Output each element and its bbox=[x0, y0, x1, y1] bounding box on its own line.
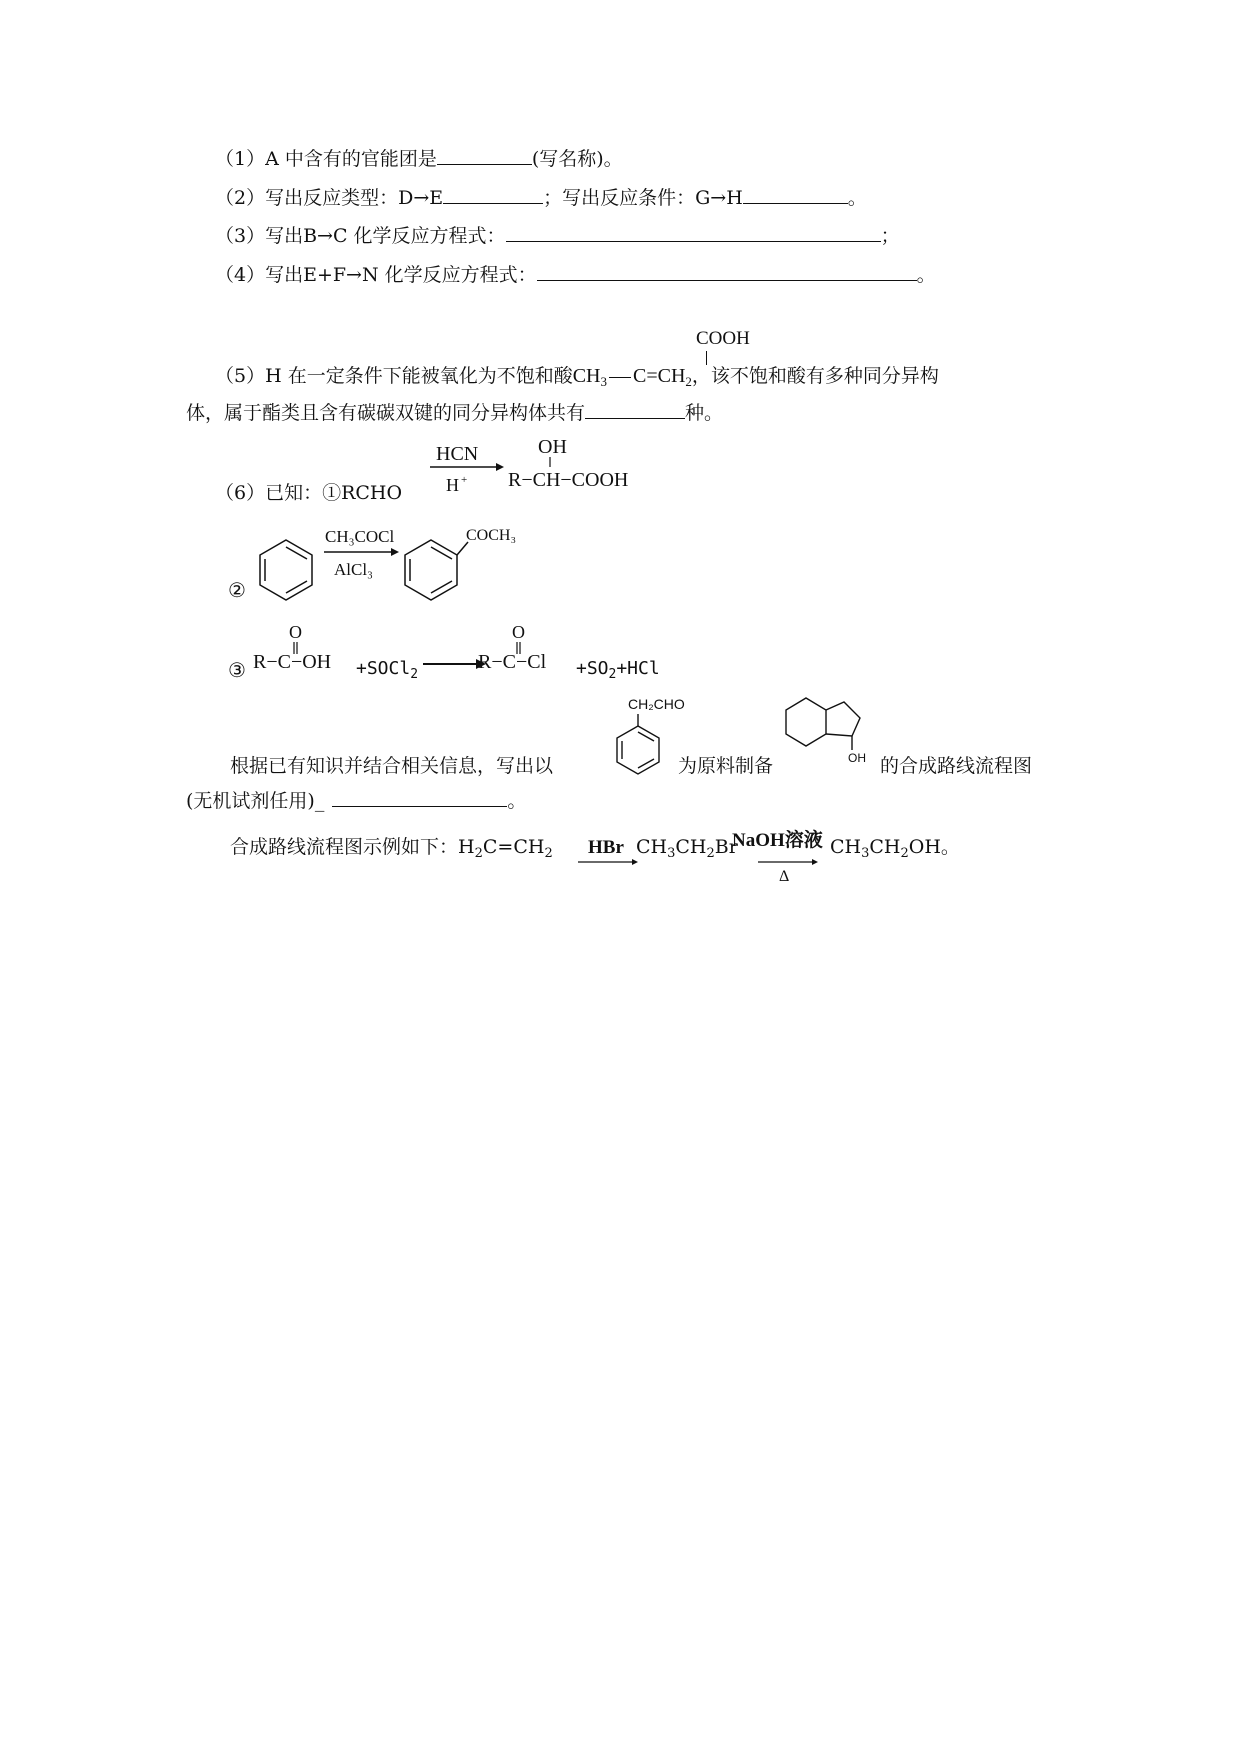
question-5-line-2 bbox=[186, 400, 723, 423]
q2-suffix: 。 bbox=[847, 187, 867, 209]
r2-product-sub: COCH₃ bbox=[466, 527, 517, 544]
q5-line2-prefix: 体，属于酯类且含有碳碳双键的同分异构体共有 bbox=[186, 402, 586, 424]
q5-line1-prefix: （5）H 在一定条件下能被氧化为不饱和酸 bbox=[215, 365, 573, 387]
q1-prefix: （1）A 中含有的官能团是 bbox=[215, 148, 437, 170]
q6-reaction-2-scheme bbox=[228, 518, 548, 610]
q2-answer-blank-1[interactable] bbox=[443, 185, 543, 204]
question-1 bbox=[215, 146, 623, 169]
r3-marker: ③ bbox=[228, 658, 246, 682]
ex-reagent-2-bottom: Δ bbox=[779, 868, 790, 884]
q6-task-line-1 bbox=[230, 757, 553, 776]
q5-answer-blank[interactable] bbox=[585, 400, 685, 419]
q4-prefix: （4）写出E+F→N 化学反应方程式： bbox=[215, 264, 537, 286]
r1-product: R−CH−COOH bbox=[508, 469, 629, 491]
q2-middle: ；写出反应条件：G→H bbox=[543, 187, 743, 209]
question-2 bbox=[215, 185, 867, 208]
target-bicyclic-alcohol-structure bbox=[776, 688, 886, 778]
q5-line1-suffix: ，该不饱和酸有多种同分异构 bbox=[691, 365, 939, 387]
question-4 bbox=[215, 262, 936, 285]
r1-reagent-bottom: H bbox=[446, 475, 459, 495]
target-oh: OH bbox=[848, 751, 866, 765]
r3-product: R−C−Cl bbox=[478, 651, 547, 673]
example-intermediate: $CH_3CH_2Br$ bbox=[636, 836, 738, 861]
example-arrow-1 bbox=[574, 832, 642, 872]
q6-answer-blank[interactable] bbox=[332, 788, 507, 807]
example-arrow-2 bbox=[730, 826, 840, 884]
q6-task-line-2 bbox=[186, 788, 526, 811]
r1-reagent-plus: + bbox=[461, 474, 468, 486]
q5-acid-formula: $CH_3$ $C=CH_2$ bbox=[572, 365, 692, 389]
r2-reagent-bottom: AlCl₃ bbox=[334, 560, 373, 579]
r1-product-oh: OH bbox=[538, 436, 567, 458]
ex-reagent-1: HBr bbox=[588, 837, 624, 858]
r3-acid-o: O bbox=[289, 622, 302, 642]
q1-suffix: (写名称)。 bbox=[531, 148, 623, 170]
r3-byproducts: $+SO_2+HCl$ bbox=[576, 658, 660, 682]
start-material-sub: CH₂CHO bbox=[628, 696, 685, 712]
q5-line2-suffix: 种。 bbox=[685, 402, 724, 424]
q3-suffix: ； bbox=[880, 225, 900, 247]
q6-example-line bbox=[230, 838, 553, 860]
q6-reaction-3-scheme bbox=[250, 620, 630, 684]
task-line2-prefix: (无机试剂任用)_ bbox=[186, 790, 325, 812]
q3-prefix: （3）写出B→C 化学反应方程式： bbox=[215, 225, 506, 247]
task-line2-suffix: 。 bbox=[507, 790, 527, 812]
r3-acid: R−C−OH bbox=[253, 651, 332, 673]
r1-reagent-top: HCN bbox=[436, 443, 479, 465]
q5-acid-cooh: COOH bbox=[696, 328, 750, 349]
example-product: $CH_3CH_2OH$。 bbox=[830, 836, 960, 861]
q6-task-middle: 为原料制备 bbox=[678, 755, 774, 777]
benzene-ring-reactant bbox=[260, 540, 312, 600]
r3-socl2: +SOCl$_2$ bbox=[356, 658, 419, 682]
q6-task-suffix: 的合成路线流程图 bbox=[880, 755, 1033, 777]
q6-known-prefix: （6）已知：①RCHO bbox=[215, 482, 403, 504]
q5-acid-bond bbox=[706, 351, 707, 365]
q2-prefix: （2）写出反应类型：D→E bbox=[215, 187, 444, 209]
question-3 bbox=[215, 223, 900, 246]
ex-reagent-2-top: NaOH溶液 bbox=[732, 830, 823, 851]
q6-known-1 bbox=[215, 484, 402, 503]
r1-arrow-head bbox=[496, 463, 504, 471]
r2-reagent-top: CH₃COCl bbox=[325, 527, 395, 546]
q6-reaction-1-scheme bbox=[420, 436, 660, 506]
q2-answer-blank-2[interactable] bbox=[743, 185, 848, 204]
r2-marker: ② bbox=[228, 578, 246, 602]
question-5-line-1 bbox=[215, 366, 939, 388]
r3-product-o: O bbox=[512, 622, 525, 642]
example-prefix: 合成路线流程图示例如下：$H_2C=CH_2$ bbox=[230, 836, 553, 861]
q3-answer-blank[interactable] bbox=[506, 223, 881, 242]
benzene-ring-product bbox=[405, 540, 468, 600]
q4-answer-blank[interactable] bbox=[537, 262, 917, 281]
task-prefix: 根据已有知识并结合相关信息，写出以 bbox=[230, 755, 554, 777]
q1-answer-blank[interactable] bbox=[437, 146, 532, 165]
q4-suffix: 。 bbox=[916, 264, 936, 286]
